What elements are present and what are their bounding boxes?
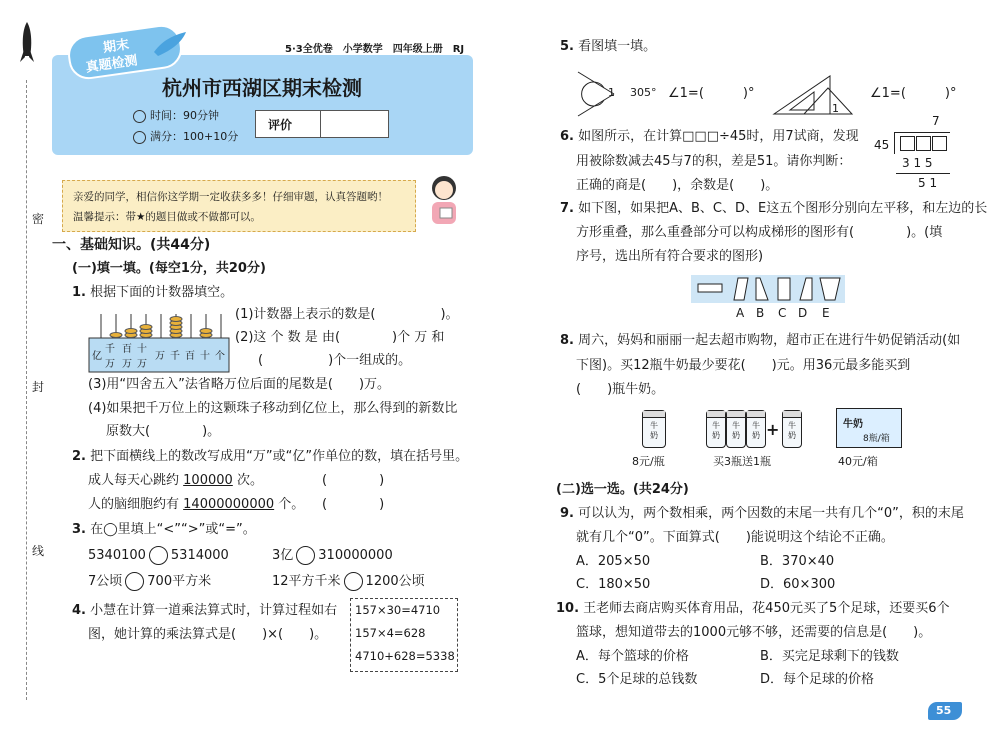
q9-option-d[interactable]: D．60×300 <box>760 577 836 592</box>
q1-part2a: (2)这 个 数 是 由( )个 万 和 <box>235 330 445 345</box>
triangle-rulers <box>770 70 854 118</box>
page-number-badge <box>928 702 962 720</box>
q5: 5. 看图填一填。 <box>560 39 657 54</box>
notice-line2: 温馨提示：带★的题目做或不做都可以。 <box>73 211 261 223</box>
price-promo: 买3瓶送1瓶 <box>713 455 771 468</box>
q9-option-c[interactable]: C．180×50 <box>576 577 651 592</box>
compare-circle[interactable] <box>344 572 363 591</box>
q9-line2: 就有几个“0”。下面算式( )能说明这个结论不正确。 <box>576 530 894 545</box>
q9-option-b[interactable]: B．370×40 <box>760 554 835 569</box>
q8-line3: ( )瓶牛奶。 <box>576 382 665 397</box>
q3-compare1: 5340100 5314000 <box>88 548 229 563</box>
series-label: 5·3全优卷 小学数学 四年级上册 RJ <box>285 44 465 55</box>
q7-line3: 序号，选出所有符合要求的图形) <box>576 249 764 264</box>
price-box: 40元/箱 <box>838 455 878 468</box>
page-number: 55 <box>936 704 952 717</box>
q2-paren1: ( ) <box>322 473 385 488</box>
exam-score: 满分：100+10分 <box>133 128 238 144</box>
q3-compare3: 7公顷 700平方米 <box>88 574 212 589</box>
angle1-value: 305° <box>630 86 657 99</box>
q9-option-a[interactable]: A．205×50 <box>576 554 651 569</box>
q10-option-c[interactable]: C．5个足球的总钱数 <box>576 672 698 687</box>
q1-part4a: (4)如果把千万位上的这颗珠子移动到亿位上，那么得到的新数比 <box>88 401 458 416</box>
badge-line2: 真题检测 <box>84 53 139 76</box>
milk-bottle: 牛奶 <box>746 410 766 448</box>
rating-box: 评价 <box>255 110 389 138</box>
q9: 9. 可以认为，两个数相乘，两个因数的末尾一共有几个“0”，积的末尾 <box>560 506 964 521</box>
angle-figure-1 <box>574 68 634 122</box>
compare-circle[interactable] <box>125 572 144 591</box>
rocket-badge-icon <box>150 28 190 58</box>
page-title: 杭州市西湖区期末检测 <box>162 76 362 100</box>
price-bottle: 8元/瓶 <box>632 455 665 468</box>
notice-box <box>62 180 416 232</box>
q1-part4b: 原数大( )。 <box>106 424 221 439</box>
plus-sign: + <box>766 420 780 439</box>
q4-calc-box: 157×30=4710 157×4=628 4710+628=5338 <box>350 598 458 672</box>
shapes-figure <box>690 274 846 304</box>
q1: 1. 根据下面的计数器填空。 <box>72 285 234 300</box>
division-figure: 7 45 3 1 5 5 1 <box>872 112 952 190</box>
q7-line2: 方形重叠，那么重叠部分可以构成梯形的图形有( )。(填 <box>576 225 943 240</box>
q8: 8. 周六，妈妈和丽丽一起去超市购物，超市正在进行牛奶促销活动(如 <box>560 333 961 348</box>
q10-option-b[interactable]: B．买完足球剩下的钱数 <box>760 649 899 664</box>
q3-compare2: 3亿 310000000 <box>272 548 393 563</box>
star-icon <box>133 131 146 144</box>
q10-option-a[interactable]: A．每个篮球的价格 <box>576 649 689 664</box>
q2: 2. 把下面横线上的数改写成用“万”或“亿”作单位的数，填在括号里。 <box>72 449 469 464</box>
q2-line1: 成人每天心跳约 100000 次。 <box>88 473 263 488</box>
binding-strip <box>14 20 45 720</box>
section1-sub1: (一)填一填。(每空1分，共20分) <box>72 261 266 276</box>
milk-bottle: 牛奶 <box>726 410 746 448</box>
q6-line3: 正确的商是( )，余数是( )。 <box>576 178 779 193</box>
q8-line2: 下图)。买12瓶牛奶最少要花( )元。用36元最多能买到 <box>576 358 911 373</box>
girl-avatar <box>420 172 470 232</box>
badge-line1: 期末 <box>102 37 131 56</box>
q1-part2b: ( )个一组成的。 <box>258 353 412 368</box>
q2-paren2: ( ) <box>322 497 385 512</box>
milk-bottle: 牛奶 <box>782 410 802 448</box>
clock-icon <box>133 110 146 123</box>
q2-line2: 人的脑细胞约有 14000000000 个。 <box>88 497 305 512</box>
milk-box: 牛奶 8瓶/箱 <box>836 408 902 448</box>
q10: 10. 王老师去商店购买体育用品，花450元买了5个足球，还要买6个 <box>556 601 950 616</box>
q5-answer1: ∠1=( )° <box>668 86 755 101</box>
q4: 4. 小慧在计算一道乘法算式时，计算过程如右 <box>72 603 338 618</box>
compare-circle[interactable] <box>149 546 168 565</box>
q1-part3: (3)用“四舍五入”法省略万位后面的尾数是( )万。 <box>88 377 391 392</box>
q7: 7. 如下图，如果把A、B、C、D、E这五个图形分别向左平移，和左边的长 <box>560 201 988 216</box>
section2-title: (二)选一选。(共24分) <box>556 482 689 497</box>
q3-compare4: 12平方千米 1200公顷 <box>272 574 425 589</box>
binding-mark-feng: 封 <box>32 380 45 394</box>
notice-line1: 亲爱的同学，相信你这学期一定收获多多！仔细审题，认真答题哟！ <box>73 191 388 203</box>
angle1-label: 1 <box>608 86 615 99</box>
exam-time: 时间：90分钟 <box>133 107 219 123</box>
milk-bottle: 牛奶 <box>642 410 666 448</box>
shape-labels: A B C D E <box>736 306 830 320</box>
q5-answer2: ∠1=( )° <box>870 86 957 101</box>
rocket-icon <box>18 20 36 70</box>
angle2-label: 1 <box>832 102 839 115</box>
q10-line2: 篮球，想知道带去的1000元够不够，还需要的信息是( )。 <box>576 625 932 640</box>
section1-title: 一、基础知识。(共44分) <box>52 237 211 253</box>
q10-option-d[interactable]: D．每个足球的价格 <box>760 672 875 687</box>
q3: 3. 在◯里填上“<”“>”或“=”。 <box>72 522 256 537</box>
binding-mark-xian: 线 <box>32 544 45 558</box>
compare-circle[interactable] <box>296 546 315 565</box>
q4-line2: 图，她计算的乘法算式是( )×( )。 <box>88 627 328 642</box>
milk-bottle: 牛奶 <box>706 410 726 448</box>
q6-line2: 用被除数减去45与7的积，差是51。请你判断： <box>576 154 852 169</box>
q6: 6. 如图所示，在计算□□□÷45时，用7试商，发现 <box>560 129 859 144</box>
q1-part1: (1)计数器上表示的数是( )。 <box>235 307 459 322</box>
binding-mark-mi: 密 <box>32 212 45 226</box>
